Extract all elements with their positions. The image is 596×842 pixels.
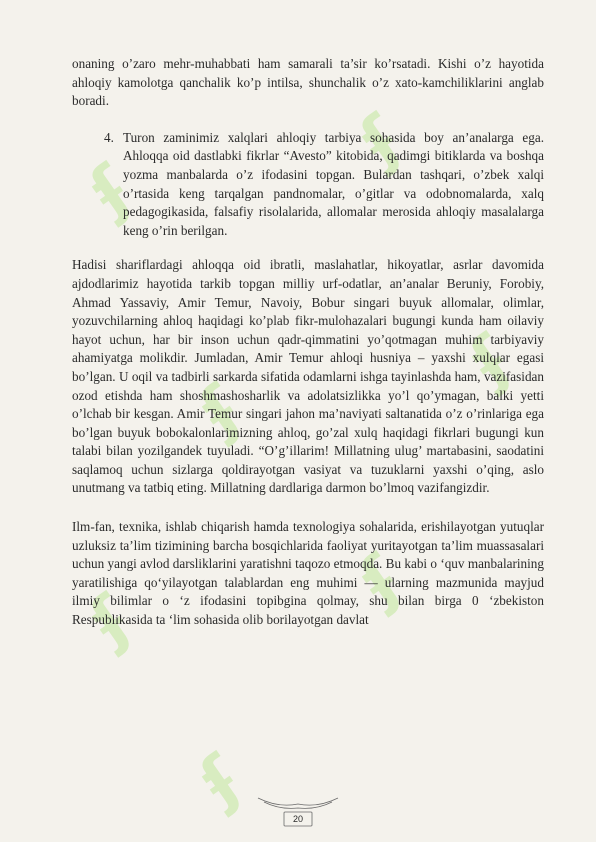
watermark-glyph-2: ʄ	[347, 102, 413, 180]
paragraph-bottom: Ilm-fan, texnika, ishlab chiqarish hamda texnologiya sohalarida, erishilayotgan yutuqlar uzluksiz ta’lim tizimining barcha bosqichlarida faoliyat yuritayotgan ta’lim muassasalari uchun yangi avlod darsliklarini yaratishni taqozo etmoqda. Bu kabi o ‘quv manbalarining yaratilishiga qo‘yilayotgan talablardan eng muhimi — ularning mazmunida mayjud ilmiy bilimlar o ‘z ifodasini topibgina qolmay, shu bilan birga 0 ‘zbekiston Respublikasida ta ‘lim sohasida olib borilayotgan davlat	[72, 519, 544, 628]
watermark-glyph-6: ʄ	[347, 542, 413, 620]
page-footer	[248, 794, 348, 830]
watermark-glyph-1: ʄ	[77, 152, 143, 230]
page-body	[72, 55, 544, 630]
list-item-number: 4.	[104, 129, 114, 145]
watermark-glyph-7: ʄ	[187, 742, 253, 820]
list-item-4	[104, 129, 544, 241]
watermark-glyph-3: ʄ	[187, 372, 253, 450]
paragraph-top: onaning o’zaro mehr-muhabbati ham samarali ta’sir ko’rsatadi. Kishi o’z hayotida ahloqiy kamolotga qanchalik ko’p intilsa, shunchalik o’z xato-kamchiliklarini anglab boradi.	[72, 56, 544, 109]
watermark-glyph-5: ʄ	[77, 582, 143, 660]
list-item-text: Turon zaminimiz xalqlari ahloqiy tarbiya sohasida boy an’analarga ega. Ahloqqa oid dastlabki fikrlar “Avesto” kitobida, qadimgi bitiklarda va boshqa yozma manbalarda o’z ifodasini topgan. Bulardan tashqari, o’zbek xalqi o’rtasida keng tarqalgan pandnomalar, o’gitlar va odobnomalarda, xalq pedagogikasida, falsafiy risolalarida, allomalar merosida ahloqiy masalalarga keng o’rin berilgan.	[123, 129, 544, 238]
paragraph-middle: Hadisi shariflardagi ahloqqa oid ibratli, maslahatlar, hikoyatlar, asrlar davomida ajdodlarimiz hayotida tarkib topgan milliy urf-odatlar, an’analar Beruniy, Forobiy, Ahmad Yassaviy, Amir Temur, Navoiy, Bobur singari buyuk allomalar, olimlar, yozuvchilarning ahloq haqidagi ko’plab fikr-mulohazalari bugungi kunda ham oilaviy hayot uchun, har bir inson uchun qadr-qimmatini yo’qotmagan muhim tarbiyaviy ahamiyatga molikdir. Jumladan, Amir Temur ahloqi husniya – yaxshi xulqlar egasi bo’lgan. U oqil va tadbirli sarkarda sifatida odamlarni ishga tayinlashda ham, vazifasidan ozod etishda ham shoshmashosharlik va adolatsizlikka yo’l qo’ymagan, balki yetti o’lchab bir kesgan. Amir Temur singari jahon ma’naviyati saltanatida o’z o’rinlariga ega bo’lgan buyuk bobokalonlarimizning ahloq, go’zal xulq haqidagi fikrlari bugungi kun talabi bilan yozilgandek tuyuladi. “O’g’illarim! Millatning ulug’ martabasini, saodatini saqlamoq uchun sizlarga qoldirayotgan vasiyat va tuzuklarni yaxshi o’qing, aslo unutmang va tatbiq eting. Millatning dardlariga darmon bo’lmoq vazifangizdir.	[72, 257, 544, 496]
watermark-glyph-4: ʄ	[457, 322, 523, 400]
page-number: 20	[292, 814, 303, 824]
